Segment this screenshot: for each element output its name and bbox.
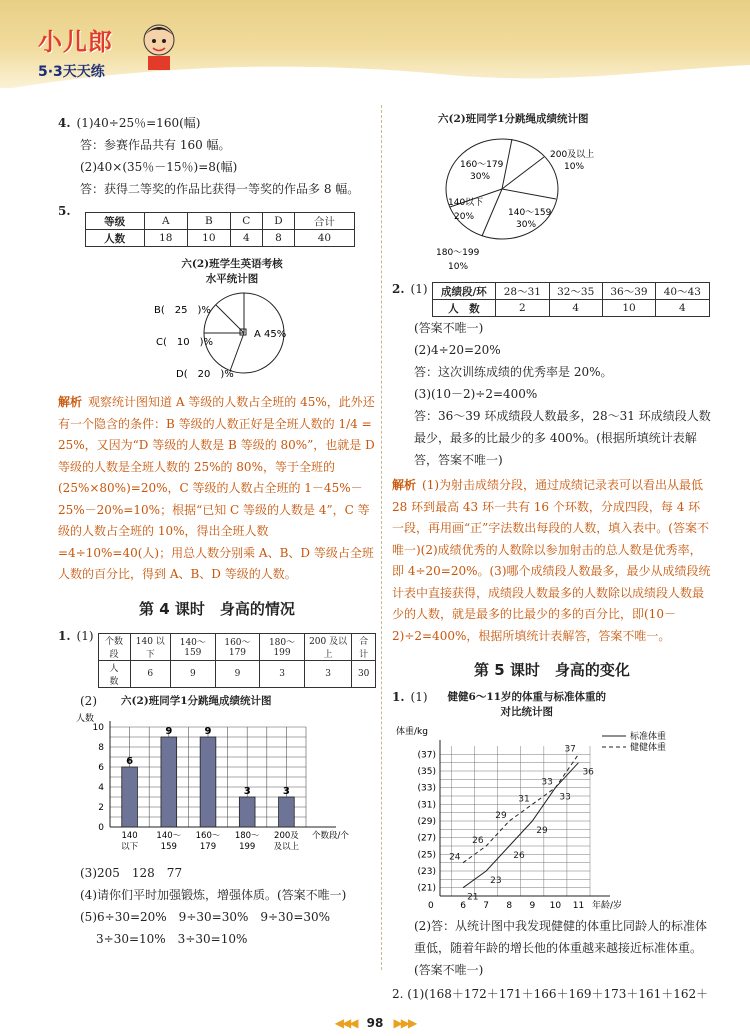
analysis-text: 观察统计图知道 A 等级的人数占全班的 45%，此外还有一个隐含的条件：B 等级的人数正好是全班人数的 1/4 = 25%，又因为“D 等级的人数是 B 等级的 80%”，也就是 D 等级的人数是全班人数的 25%的 80%，等于全班的(25%×80%)=20%，C 等级的人数占全班的 1－45%－25%－20%=10%；根据“已知 C 等级的人数是 4”，C 等级的人数占全班的 10%，得出全班人数=4÷10%=40(人)；用总人数分别乘 A、B、D 等级占全班人数的百分比，得到 A、B、D 等级的人数。 bbox=[58, 395, 375, 581]
q1-part3: (3)205 128 77 bbox=[80, 865, 183, 880]
q2-part1: (1) bbox=[410, 282, 428, 296]
pie2-label-160: 160～179 bbox=[460, 160, 504, 170]
bar-data-label: 9 bbox=[165, 725, 173, 737]
table-cell: 2 bbox=[496, 300, 549, 317]
pie-chart-english bbox=[58, 287, 376, 383]
line-data-label: 26 bbox=[472, 836, 484, 846]
table-cell: 28～31 bbox=[496, 283, 549, 300]
table-cell: 3 bbox=[260, 660, 305, 687]
bar-x-tick: 200及 bbox=[274, 830, 299, 841]
table-cell: 合计 bbox=[352, 633, 376, 660]
table-row bbox=[98, 660, 375, 687]
line-data-label: 37 bbox=[564, 744, 576, 755]
table-cell: 成绩段/环 bbox=[432, 283, 496, 300]
pie1-label-c: C( 10 )% bbox=[156, 337, 214, 348]
bar bbox=[200, 737, 216, 827]
bar-x-tick: 140～ bbox=[156, 830, 182, 841]
r-q1-block bbox=[392, 690, 712, 720]
line-y-tick: (33) bbox=[417, 783, 436, 794]
table-row bbox=[98, 633, 375, 660]
table-row bbox=[85, 213, 354, 230]
q4-text-1: (1)40÷25％=160(幅) bbox=[76, 116, 201, 130]
table-cell: 人数 bbox=[85, 230, 144, 247]
legend-label: 标准体重 bbox=[630, 732, 667, 742]
table-cell: 10 bbox=[187, 230, 230, 247]
q1-table bbox=[98, 633, 376, 688]
q1-part2: (2) bbox=[80, 693, 97, 708]
bar bbox=[279, 797, 295, 827]
pie2-slice-edge bbox=[502, 139, 512, 189]
bar-x-axis-label: 个数段/个 bbox=[312, 830, 349, 841]
r-q1-number: 1. bbox=[392, 690, 405, 704]
line-chart-title bbox=[448, 690, 606, 720]
page-number: 98 bbox=[366, 1016, 384, 1030]
line-origin-label: 0 bbox=[428, 901, 434, 911]
table-cell: 8 bbox=[262, 230, 295, 247]
q2-line-3: 答：这次训练成绩的优秀率是 20%。 bbox=[414, 365, 613, 379]
bar-x-tick: 180～ bbox=[234, 830, 260, 841]
bar-x-tick: 以下 bbox=[121, 841, 139, 852]
bar-data-label: 6 bbox=[126, 755, 134, 767]
line-x-tick: 9 bbox=[529, 901, 536, 911]
bar-y-tick: 10 bbox=[92, 722, 104, 733]
q4-line-4: 答：获得二等奖的作品比获得一等奖的作品多 8 幅。 bbox=[80, 182, 360, 196]
pie2-pct-160: 30% bbox=[470, 172, 491, 182]
bar bbox=[122, 767, 138, 827]
line-y-tick: (35) bbox=[417, 767, 436, 777]
line-data-label: 29 bbox=[536, 826, 548, 836]
q2-line-4: (3)(10－2)÷2=400% bbox=[414, 387, 538, 401]
bar-x-tick: 140 bbox=[121, 830, 138, 841]
line-data-label: 36 bbox=[582, 767, 594, 778]
table-cell: 4 bbox=[656, 300, 709, 317]
right-column bbox=[392, 112, 712, 1005]
mascot-icon bbox=[136, 16, 182, 72]
logo-title: 小儿郎 bbox=[38, 28, 113, 56]
column-divider bbox=[381, 105, 382, 970]
q1-part6: 3÷30=10% 3÷30=10% bbox=[96, 931, 248, 946]
bar-data-label: 9 bbox=[204, 725, 212, 737]
bar-x-tick: 160～ bbox=[195, 830, 221, 841]
table-cell: 40 bbox=[295, 230, 354, 247]
q2-block bbox=[392, 282, 712, 317]
q2-line-1: (答案不唯一) bbox=[414, 321, 484, 335]
bar-x-tick: 199 bbox=[239, 841, 256, 852]
bar-x-tick: 179 bbox=[199, 841, 217, 852]
bar-y-tick: 8 bbox=[98, 742, 104, 753]
table-cell: 140 以下 bbox=[130, 633, 170, 660]
table-cell: A bbox=[144, 213, 187, 230]
line-y-tick: (31) bbox=[417, 800, 436, 811]
line-y-tick: (21) bbox=[417, 883, 436, 894]
pie2-label-200: 200及以上 bbox=[550, 150, 595, 160]
table-cell: B bbox=[187, 213, 230, 230]
line-x-axis-label: 年龄/岁 bbox=[592, 901, 623, 911]
table-cell: 4 bbox=[549, 300, 602, 317]
line-y-tick: (29) bbox=[417, 817, 436, 827]
pie2-label-140-159: 140～159 bbox=[508, 208, 552, 218]
line-chart-title-1: 健健6～11岁的体重与标准体重的 bbox=[447, 691, 606, 703]
pie2-slice-edge bbox=[502, 157, 544, 189]
pie2-label-140: 140以下 bbox=[448, 198, 484, 208]
q4-line-1 bbox=[58, 112, 376, 134]
q1-number: 1. bbox=[58, 628, 71, 643]
pie1-label-a: A 45% bbox=[254, 329, 287, 340]
table-cell: D bbox=[262, 213, 295, 230]
line-y-tick: (23) bbox=[417, 867, 436, 877]
table-row bbox=[85, 230, 354, 247]
line-x-tick: 11 bbox=[572, 901, 585, 911]
logo-subtitle: 5·3天天练 bbox=[38, 64, 105, 80]
lesson-5-title: 第 5 课时 身高的变化 bbox=[474, 661, 630, 679]
logo bbox=[38, 22, 113, 81]
bar-y-tick: 0 bbox=[98, 822, 104, 833]
analysis-tag: 解析 bbox=[392, 478, 417, 492]
pie-chart-jump-rope bbox=[392, 127, 712, 277]
line-y-tick: (25) bbox=[417, 850, 436, 861]
line-y-axis-label: 体重/kg bbox=[396, 727, 428, 737]
analysis-text: (1)为射击成绩分段，通过成绩记录表可以看出从最低 28 环到最高 43 环一共有 16 个环数，分成四段，每 4 环一段，再用画“正”字法数出每段的人数，填入表中。(答案不唯一)(2)成绩优秀的人数除以参加射击的总人数是优秀率，即 4÷20=20%。(3)哪个成绩段人数最多，最少从成绩段统计表中直接获得，成绩段人数最多的人数除以成绩段人数最少的人数，就是最多的比最少的多的百分比，即(10－2)÷2=400%，根据所填统计表解答，答案不唯一。 bbox=[392, 478, 711, 643]
table-cell: 9 bbox=[171, 660, 216, 687]
bar-chart bbox=[58, 709, 376, 859]
table-cell: C bbox=[230, 213, 262, 230]
q4-number: 4. bbox=[58, 116, 71, 130]
line-y-tick: (37) bbox=[417, 750, 436, 761]
lesson-4-title: 第 4 课时 身高的情况 bbox=[139, 599, 295, 618]
table-cell: 4 bbox=[230, 230, 262, 247]
pie1-title-line2: 水平统计图 bbox=[205, 273, 259, 285]
line-data-label: 29 bbox=[495, 811, 507, 821]
left-column bbox=[58, 112, 376, 950]
pie1-label-d: D( 20 )% bbox=[176, 369, 234, 380]
prev-arrows-icon: ◀◀◀ bbox=[334, 1016, 357, 1030]
pie1-title-line1: 六(2)班学生英语考核 bbox=[181, 258, 283, 270]
analysis-tag: 解析 bbox=[58, 395, 83, 409]
left-analysis bbox=[58, 392, 376, 586]
bar bbox=[161, 737, 177, 827]
bar-y-tick: 4 bbox=[98, 782, 104, 793]
q4-line-3: (2)40×(35％－15％)=8(幅) bbox=[80, 160, 238, 174]
table-cell: 30 bbox=[352, 660, 376, 687]
pie2-label-180: 180～199 bbox=[436, 248, 480, 258]
q2-line-2: (2)4÷20=20% bbox=[414, 343, 501, 357]
table-row bbox=[432, 283, 709, 300]
q2-number: 2. bbox=[392, 282, 405, 296]
r-q1-part2: (2)答：从统计图中我发现健健的体重比同龄人的标准体重低，随着年龄的增长他的体重越来越接近标准体重。(答案不唯一) bbox=[414, 919, 708, 977]
table-cell: 6 bbox=[130, 660, 170, 687]
q1-part1: (1) bbox=[76, 628, 94, 643]
right-analysis bbox=[392, 475, 712, 647]
q1-part5: (5)6÷30=20% 9÷30=30% 9÷30=30% bbox=[80, 909, 331, 924]
table-cell: 40～43 bbox=[656, 283, 709, 300]
line-chart bbox=[392, 720, 712, 912]
pie1-label-b: B( 25 )% bbox=[154, 305, 211, 316]
line-data-label: 33 bbox=[559, 792, 571, 803]
table-cell: 180～199 bbox=[260, 633, 305, 660]
q5-block bbox=[58, 204, 376, 247]
bar-data-label: 3 bbox=[243, 785, 251, 797]
q5-number: 5. bbox=[58, 204, 71, 218]
line-data-label: 24 bbox=[449, 852, 461, 863]
pie2-slice-edge bbox=[482, 189, 502, 236]
r-q2-line: 2. (1)(168＋172＋171＋166＋169＋173＋161＋162＋ bbox=[392, 987, 709, 1001]
line-data-label: 31 bbox=[518, 794, 530, 805]
q4-line-2: 答：参赛作品共有 160 幅。 bbox=[80, 138, 231, 152]
pie2-slices bbox=[446, 139, 558, 239]
table-cell: 140～159 bbox=[171, 633, 216, 660]
table-cell: 200 及以上 bbox=[304, 633, 352, 660]
q1-part4: (4)请你们平时加强锻炼，增强体质。(答案不唯一) bbox=[80, 887, 347, 902]
line-chart-title-2: 对比统计图 bbox=[500, 706, 553, 718]
bar-y-axis-label: 人数 bbox=[76, 713, 95, 724]
line-data-label: 26 bbox=[513, 851, 525, 861]
table-cell: 32～35 bbox=[549, 283, 602, 300]
q2-line-5: 答：36～39 环成绩段人数最多，28～31 环成绩段人数最少，最多的比最少的多 400%。(根据所填统计表解答，答案不唯一) bbox=[414, 409, 711, 467]
table-cell: 3 bbox=[304, 660, 352, 687]
table-cell: 9 bbox=[215, 660, 260, 687]
table-cell: 18 bbox=[144, 230, 187, 247]
q2-table bbox=[432, 282, 710, 317]
pie1-slice-edge bbox=[230, 333, 244, 371]
r-q1-part1: (1) bbox=[410, 690, 428, 704]
line-data-label: 23 bbox=[490, 876, 502, 886]
bar-chart-title: 六(2)班同学1分跳绳成绩统计图 bbox=[121, 694, 272, 707]
bar bbox=[239, 797, 255, 827]
bar-y-tick: 6 bbox=[98, 762, 104, 773]
pie2-title: 六(2)班同学1分跳绳成绩统计图 bbox=[438, 113, 589, 125]
table-cell: 36～39 bbox=[602, 283, 655, 300]
table-cell: 人 数 bbox=[432, 300, 496, 317]
q1-block bbox=[58, 629, 376, 688]
bar-x-tick: 159 bbox=[160, 841, 177, 852]
page-footer bbox=[0, 1016, 750, 1030]
pie2-pct-180: 10% bbox=[448, 262, 469, 272]
legend-label: 健健体重 bbox=[630, 743, 667, 753]
table-cell: 人 数 bbox=[98, 660, 130, 687]
table-cell: 合计 bbox=[295, 213, 354, 230]
table-cell: 160～179 bbox=[215, 633, 260, 660]
pie1-title bbox=[88, 257, 376, 287]
q1-part2-row bbox=[58, 694, 376, 709]
line-y-tick: (27) bbox=[417, 833, 436, 844]
pie2-slice-edge bbox=[502, 189, 556, 199]
next-arrows-icon: ▶▶▶ bbox=[393, 1016, 416, 1030]
pie2-pct-140: 20% bbox=[454, 212, 475, 222]
line-x-tick: 7 bbox=[483, 901, 490, 911]
pie2-pct-200: 10% bbox=[564, 162, 585, 172]
bar-x-tick: 及以上 bbox=[273, 841, 300, 852]
bar-data-label: 3 bbox=[282, 785, 290, 797]
pie2-pct-140-159: 30% bbox=[516, 220, 537, 230]
table-cell: 个数段 bbox=[98, 633, 130, 660]
line-x-tick: 10 bbox=[549, 901, 562, 911]
table-cell: 等级 bbox=[85, 213, 144, 230]
line-data-label: 21 bbox=[467, 892, 479, 903]
table-row bbox=[432, 300, 709, 317]
q5-table bbox=[85, 212, 355, 247]
bar-y-tick: 2 bbox=[98, 802, 104, 813]
line-data-label: 33 bbox=[541, 777, 553, 788]
line-x-tick: 8 bbox=[506, 901, 513, 911]
table-cell: 10 bbox=[602, 300, 655, 317]
line-x-tick: 6 bbox=[460, 901, 466, 911]
